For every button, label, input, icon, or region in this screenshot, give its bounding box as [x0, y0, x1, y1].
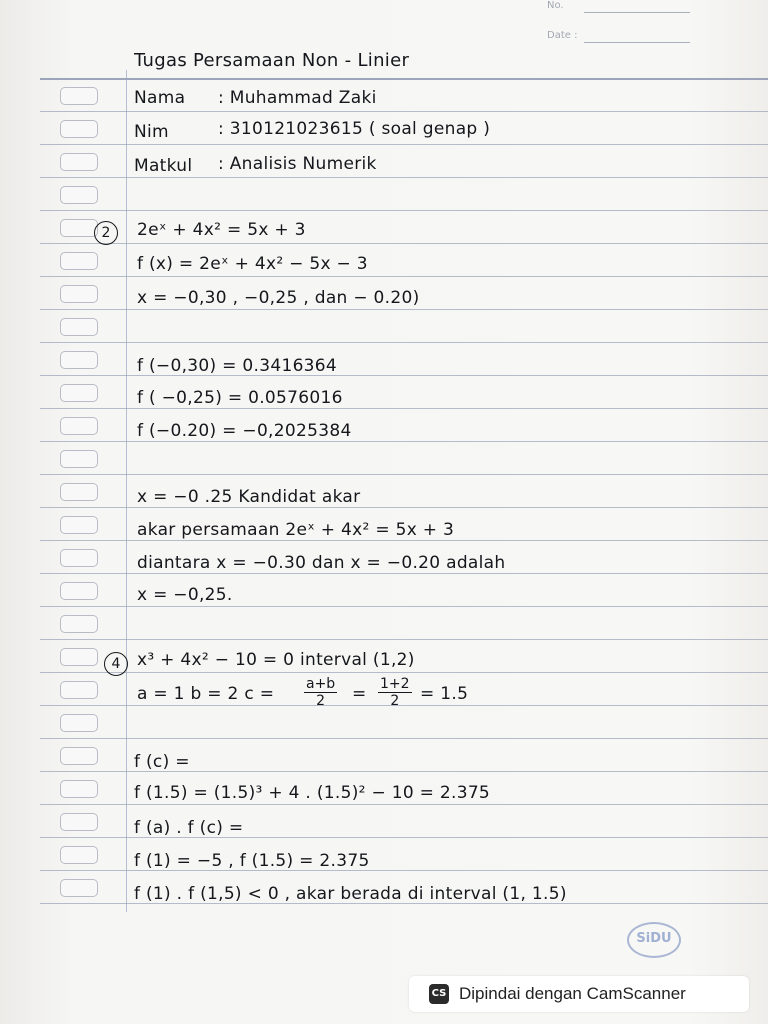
- ruled-line: [40, 606, 768, 607]
- ruled-line: [40, 276, 768, 277]
- binder-hole: [60, 747, 98, 765]
- margin-line: [126, 70, 127, 912]
- info-nim-label: Nim: [134, 122, 169, 142]
- problem-2-f-025: f ( −0,25) = 0.0576016: [137, 388, 343, 408]
- date-label: Date :: [547, 30, 578, 41]
- binder-hole: [60, 153, 98, 171]
- binder-hole: [60, 780, 98, 798]
- binder-hole: [60, 384, 98, 402]
- ruled-line: [40, 672, 768, 673]
- binder-hole: [60, 582, 98, 600]
- assignment-title: Tugas Persamaan Non - Linier: [134, 50, 410, 71]
- problem-4-abc: a = 1 b = 2 c =: [137, 684, 275, 704]
- ruled-line: [40, 540, 768, 541]
- problem-2-between: diantara x = −0.30 dan x = −0.20 adalah: [137, 553, 506, 573]
- ruled-line: [40, 804, 768, 805]
- camscanner-logo-icon: CS: [429, 984, 449, 1004]
- binder-hole: [60, 219, 98, 237]
- fraction-12-numerator: 1+2: [380, 676, 410, 692]
- sidu-stamp: SiDU: [627, 922, 681, 958]
- problem-4-fraction-ab: [304, 676, 337, 709]
- binder-hole: [60, 813, 98, 831]
- binder-hole: [60, 351, 98, 369]
- info-nama-label: Nama: [134, 88, 186, 108]
- problem-4-fa-fc: f (a) . f (c) =: [134, 818, 244, 838]
- ruled-line: [40, 441, 768, 442]
- ruled-line: [40, 738, 768, 739]
- problem-4-c-value: = 1.5: [420, 684, 469, 704]
- fraction-ab-numerator: a+b: [306, 676, 336, 692]
- problem-4-f1-f15: f (1) = −5 , f (1.5) = 2.375: [134, 851, 370, 871]
- ruled-line: [40, 408, 768, 409]
- binder-hole: [60, 417, 98, 435]
- fraction-12-denominator: 2: [390, 693, 400, 709]
- binder-hole: [60, 252, 98, 270]
- binder-hole: [60, 516, 98, 534]
- date-line: [584, 42, 690, 43]
- ruled-line: [40, 474, 768, 475]
- ruled-line: [40, 639, 768, 640]
- ruled-line: [40, 144, 768, 145]
- binder-hole: [60, 285, 98, 303]
- problem-4-equation: x³ + 4x² − 10 = 0 interval (1,2): [137, 650, 415, 670]
- no-line: [584, 12, 690, 13]
- problem-4-f15: f (1.5) = (1.5)³ + 4 . (1.5)² − 10 = 2.375: [134, 783, 491, 803]
- no-label: No.: [547, 0, 564, 11]
- ruled-line: [40, 507, 768, 508]
- ruled-line: [40, 309, 768, 310]
- problem-2-number: 2: [94, 221, 118, 245]
- binder-hole: [60, 846, 98, 864]
- camscanner-badge: [409, 976, 749, 1012]
- binder-hole: [60, 714, 98, 732]
- info-nama-value: : Muhammad Zaki: [218, 88, 377, 108]
- problem-4-number: 4: [104, 652, 128, 676]
- problem-2-result: x = −0,25.: [137, 585, 233, 605]
- ruled-line: [40, 111, 768, 112]
- ruled-line: [40, 210, 768, 211]
- info-matkul-label: Matkul: [134, 156, 193, 176]
- ruled-line: [40, 78, 768, 80]
- binder-hole: [60, 879, 98, 897]
- binder-hole: [60, 483, 98, 501]
- problem-4-conclusion: f (1) . f (1,5) < 0 , akar berada di interval (1, 1.5): [134, 884, 567, 904]
- ruled-line: [40, 573, 768, 574]
- binder-hole: [60, 120, 98, 138]
- ruled-line: [40, 243, 768, 244]
- problem-2-candidate: x = −0 .25 Kandidat akar: [137, 487, 361, 507]
- problem-2-root-statement: akar persamaan 2eˣ + 4x² = 5x + 3: [137, 520, 455, 540]
- binder-hole: [60, 450, 98, 468]
- binder-hole: [60, 318, 98, 336]
- problem-4-fraction-12: [378, 676, 412, 709]
- binder-hole: [60, 87, 98, 105]
- binder-hole: [60, 615, 98, 633]
- info-matkul-value: : Analisis Numerik: [218, 154, 377, 174]
- problem-2-equation: 2eˣ + 4x² = 5x + 3: [137, 220, 306, 240]
- problem-2-x-values: x = −0,30 , −0,25 , dan − 0.20): [137, 288, 420, 308]
- info-nim-value: : 310121023615 ( soal genap ): [218, 119, 491, 139]
- binder-hole: [60, 186, 98, 204]
- problem-2-function: f (x) = 2eˣ + 4x² − 5x − 3: [137, 254, 368, 274]
- binder-hole: [60, 549, 98, 567]
- ruled-line: [40, 177, 768, 178]
- problem-2-f-020: f (−0.20) = −0,2025384: [137, 421, 352, 441]
- camscanner-text: Dipindai dengan CamScanner: [459, 984, 686, 1003]
- binder-hole: [60, 648, 98, 666]
- fraction-ab-denominator: 2: [316, 693, 326, 709]
- problem-4-fc: f (c) =: [134, 752, 190, 772]
- binder-hole: [60, 681, 98, 699]
- problem-4-equals: =: [352, 684, 367, 704]
- problem-2-f-030: f (−0,30) = 0.3416364: [137, 356, 338, 376]
- ruled-line: [40, 342, 768, 343]
